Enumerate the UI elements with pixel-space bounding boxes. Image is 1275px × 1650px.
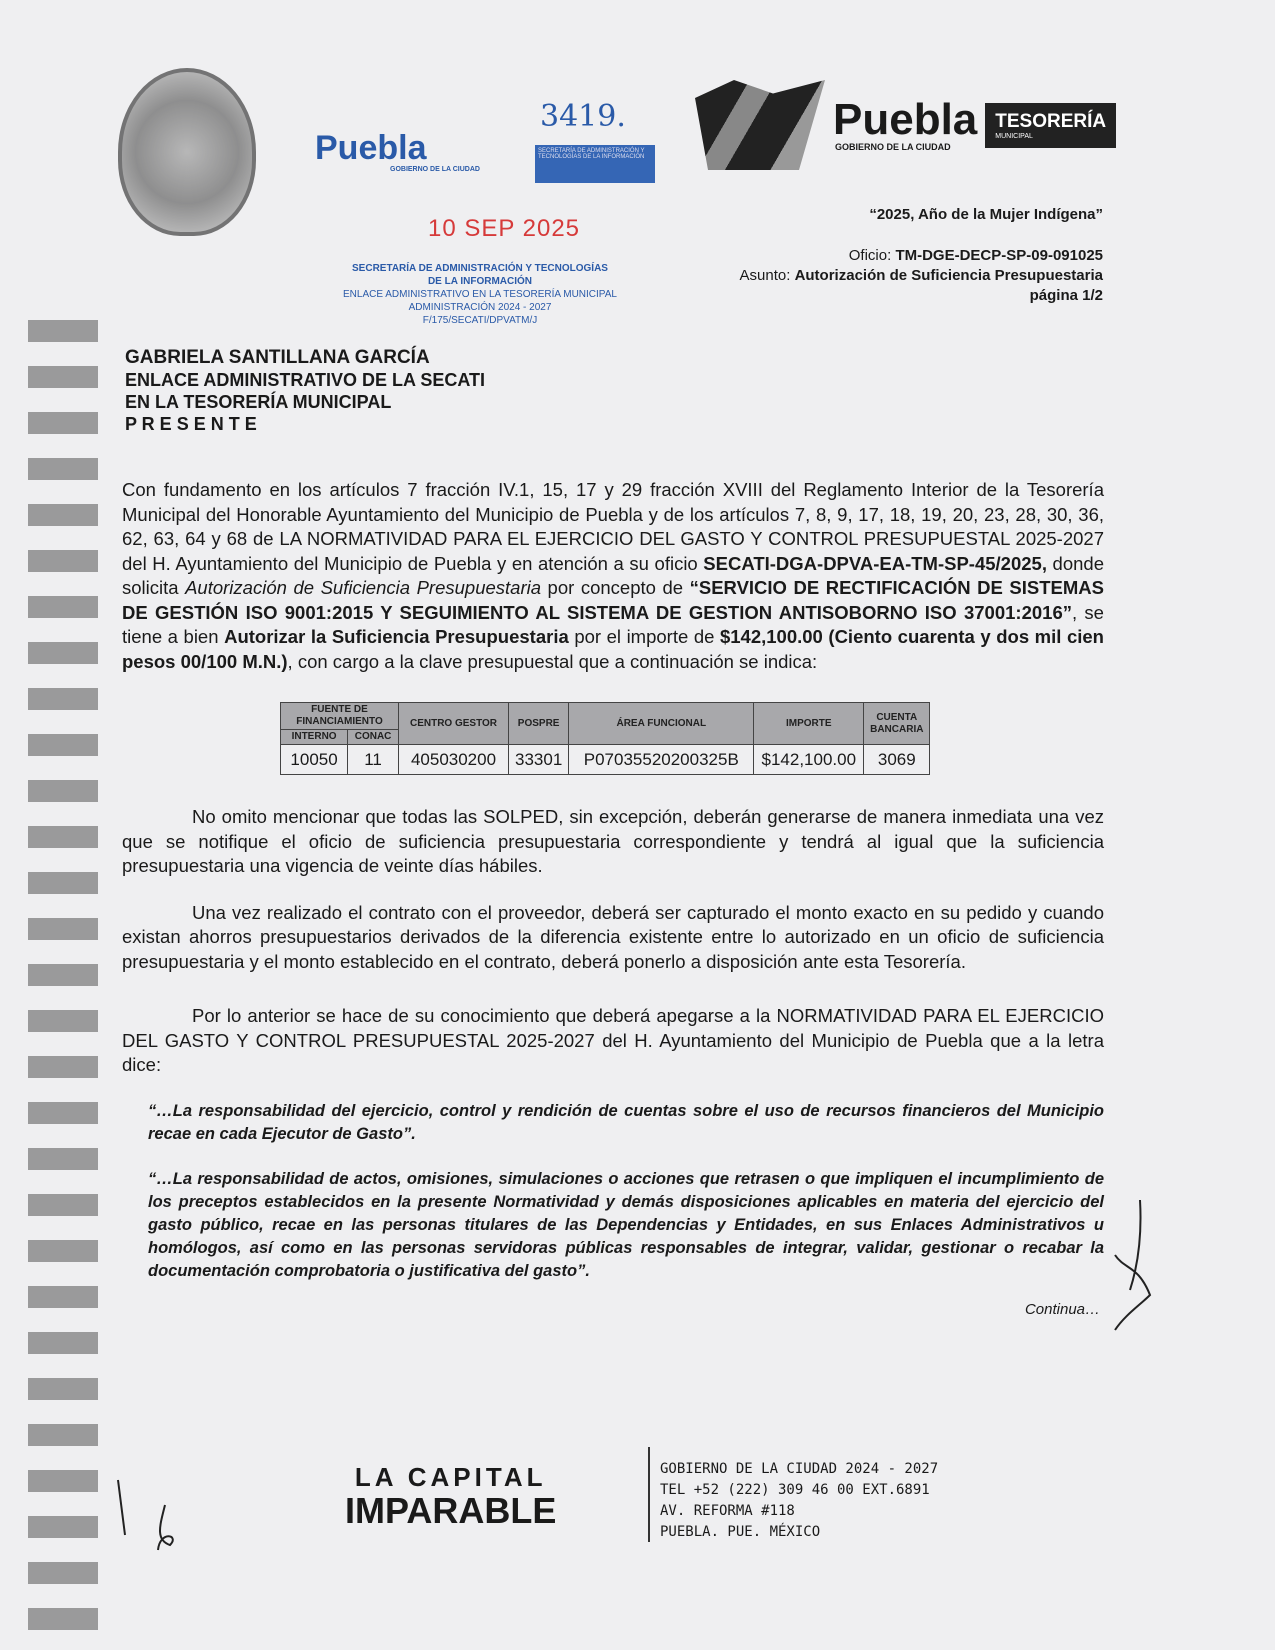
footer-line: AV. REFORMA #118 — [660, 1503, 795, 1519]
addressee-title: ENLACE ADMINISTRATIVO DE LA SECATI — [125, 370, 485, 390]
initials-signature — [110, 1475, 200, 1555]
footer-divider — [648, 1447, 650, 1542]
date-stamp: 10 SEP 2025 — [428, 215, 581, 242]
la-capital-imparable-logo — [345, 1462, 556, 1530]
p1-concepto: “SERVICIO DE RECTIFICACIÓN DE SISTEMAS DE GESTIÓN ISO 9001:2015 Y SEGUIMIENTO AL SISTEMA DE GESTION ANTISOBORNO ISO 37001:2016” — [122, 577, 1104, 623]
footer-line: PUEBLA. PUE. MÉXICO — [660, 1524, 821, 1540]
p1-importe: $142,100.00 (Ciento cuarenta y dos mil cien pesos 00/100 M.N.) — [122, 626, 1104, 672]
tesoreria-badge — [985, 103, 1116, 148]
addressee — [125, 347, 485, 435]
stamp-logo-word: Puebla — [315, 129, 427, 167]
paragraph-1 — [122, 478, 1104, 674]
stamp-line: SECRETARÍA DE ADMINISTRACIÓN Y TECNOLOGÍAS — [352, 263, 608, 274]
paragraph-4: Por lo anterior se hace de su conocimiento que deberá apegarse a la NORMATIVIDAD PARA EL EJERCICIO DEL GASTO Y CONTROL PRESUPUESTAL 2025-2027 del H. Ayuntamiento del Municipio de Puebla que a la letra dice: — [122, 1005, 1104, 1075]
logo-line-1: LA CAPITAL — [354, 1462, 547, 1492]
stamp-line: ENLACE ADMINISTRATIVO EN LA TESORERÍA MUNICIPAL — [343, 289, 617, 300]
logo-art-icon — [695, 80, 825, 170]
p1-text: , se tiene a bien — [122, 601, 1104, 647]
addressee-name: GABRIELA SANTILLANA GARCÍA — [125, 347, 430, 368]
p1-text: por concepto de — [541, 577, 690, 598]
logo-sub: GOBIERNO DE LA CIUDAD — [835, 142, 951, 152]
paragraph-2: No omito mencionar que todas las SOLPED, sin excepción, deberán generarse de manera inmediata una vez que se notifique el oficio de suficiencia presupuestaria correspondiente y tendrá al igual que la suficiencia presupuestaria una vigencia de veinte días hábiles. — [122, 806, 1104, 876]
quote-2: “…La responsabilidad de actos, omisiones, simulaciones o acciones que retrasen o que impliquen el incumplimiento de los preceptos establecidos en la presente Normatividad y demás disposiciones aplicables en materia del ejercicio del gasto público, recae en las personas titulares de las Dependencias y Entidades, en sus Enlaces Administrativos u homólogos, así como en las personas servidoras públicas responsables de integrar, validar, gestionar o recabar la documentación comprobatoria o justificativa del gasto”. — [148, 1169, 1104, 1280]
header-cuenta: CUENTA BANCARIA — [864, 703, 930, 745]
continua-note: Continua… — [1024, 1300, 1100, 1318]
stamp-box: SECRETARÍA DE ADMINISTRACIÓN Y TECNOLOGÍAS DE LA INFORMACIÓN — [535, 145, 655, 183]
stamp-logo-sub: GOBIERNO DE LA CIUDAD — [390, 166, 480, 173]
reception-stamp — [310, 262, 650, 327]
quote-1: “…La responsabilidad del ejercicio, control y rendición de cuentas sobre el uso de recursos financieros del Municipio recae en cada Ejecutor de Gasto”. — [148, 1101, 1104, 1143]
table-row — [281, 745, 930, 775]
motto: “2025, Año de la Mujer Indígena” — [869, 206, 1103, 223]
tesoreria-label: TESORERÍA — [995, 110, 1107, 132]
p1-autorizar: Autorizar la Suficiencia Presupuestaria — [224, 626, 569, 647]
logo-word: Puebla — [833, 95, 978, 144]
header-conac: CONAC — [348, 730, 399, 745]
cell-pospre: 33301 — [509, 745, 569, 775]
cell-importe: $142,100.00 — [754, 745, 864, 775]
cell-centro: 405030200 — [399, 745, 509, 775]
stamp-line: F/175/SECATI/DPVATM/J — [422, 315, 538, 326]
oficio-label: Oficio: — [848, 247, 892, 264]
stamp-line: DE LA INFORMACIÓN — [427, 276, 533, 287]
header-fuente: FUENTE DE FINANCIAMIENTO — [281, 703, 399, 730]
stamp-logo — [315, 130, 530, 173]
p1-text: , con cargo a la clave presupuestal que a continuación se indica: — [287, 650, 818, 672]
footer-line: GOBIERNO DE LA CIUDAD 2024 - 2027 — [660, 1461, 939, 1477]
p1-italic: Autorización de Suficiencia Presupuestaria — [185, 577, 542, 598]
cell-interno: 10050 — [281, 745, 348, 775]
budget-table — [280, 702, 930, 775]
oficio-number: TM-DGE-DECP-SP-09-091025 — [895, 247, 1103, 264]
cell-conac: 11 — [348, 745, 399, 775]
letter-body — [122, 478, 1104, 1318]
p1-oficio: SECATI-DGA-DPVA-EA-TM-SP-45/2025, — [703, 552, 1047, 574]
header-importe: IMPORTE — [754, 703, 864, 745]
header-centro-gestor: CENTRO GESTOR — [399, 703, 509, 745]
paragraph-3: Una vez realizado el contrato con el proveedor, deberá ser capturado el monto exacto en su pedido y cuando existan ahorros presupuestarios derivados de la diferencia existente entre lo autorizado en un oficio de suficiencia presupuestaria y el monto establecido en el contrato, deberá ponerlo a disposición ante esta Tesorería. — [122, 901, 1104, 972]
puebla-tesoreria-logo — [695, 80, 1116, 170]
footer-phone: TEL +52 (222) 309 46 00 EXT.6891 — [660, 1482, 930, 1498]
header-area-funcional: ÁREA FUNCIONAL — [569, 703, 754, 745]
decorative-border — [28, 320, 98, 1640]
page-number: página 1/2 — [1029, 287, 1103, 304]
asunto-value: Autorización de Suficiencia Presupuestaria — [794, 267, 1103, 284]
asunto-label: Asunto: — [739, 267, 791, 284]
handwritten-signature — [1110, 1195, 1160, 1335]
header-pospre: POSPRE — [509, 703, 569, 745]
logo-line-2: IMPARABLE — [345, 1490, 557, 1531]
header-interno: INTERNO — [281, 730, 348, 745]
footer-address — [660, 1459, 938, 1543]
table-header-row — [281, 703, 930, 730]
p1-text: Con fundamento en los artículos 7 fracción IV.1, 15, 17 y 29 fracción XVIII del Reglamento Interior de la Tesorería Municipal del Honorable Ayuntamiento del Municipio de Puebla y de los artículos 7, 8, 9, 17, 18, 19, 20, 23, 28, 30, 36, 62, 63, 64 y 68 de LA NORMATIVIDAD PARA EL EJERCICIO DEL GASTO Y CONTROL PRESUPUESTAL 2025-2027 del H. Ayuntamiento del Municipio de Puebla y en atención a su oficio — [122, 479, 1104, 574]
presente: P R E S E N T E — [125, 414, 257, 434]
cell-cuenta: 3069 — [864, 745, 930, 775]
p1-text: donde solicita — [122, 552, 1104, 598]
p1-text: por el importe de — [568, 626, 720, 647]
tesoreria-sub: MUNICIPAL — [995, 132, 1033, 140]
stamp-line: ADMINISTRACIÓN 2024 - 2027 — [408, 302, 552, 313]
addressee-office: EN LA TESORERÍA MUNICIPAL — [125, 392, 392, 412]
cell-area: P07035520200325B — [569, 745, 754, 775]
handwritten-folio: 3419. — [540, 99, 626, 134]
city-seal-logo — [118, 68, 256, 236]
document-header — [740, 246, 1103, 306]
